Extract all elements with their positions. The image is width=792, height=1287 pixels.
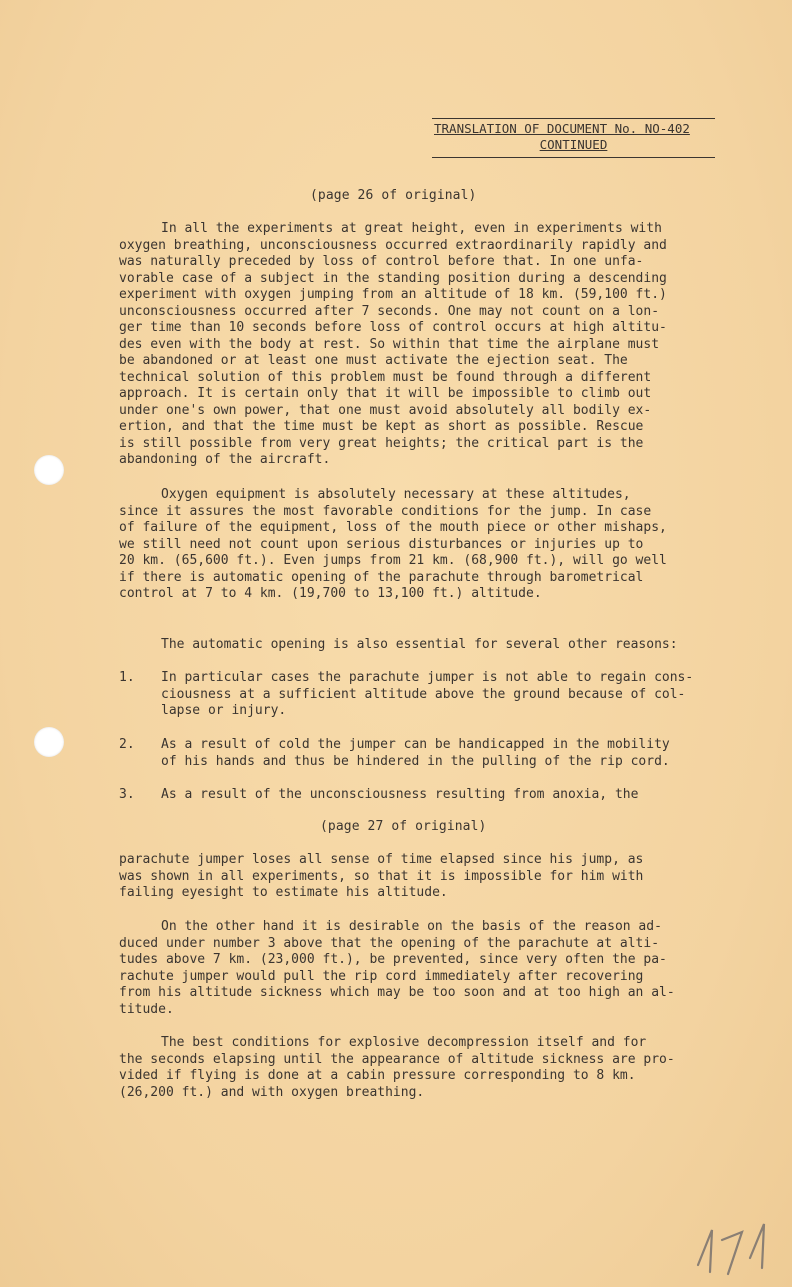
punch-hole <box>34 727 64 757</box>
paragraph: On the other hand it is desirable on the basis of the reason ad- duced under number 3 above that the opening of the parachute at alti- tudes above 7 km. (23,000 ft.), be prevented, since very often the pa- rachute jumper would pull the rip cord immediately after recovering from his altitude sickness which may be too soon and at too high an al- titude. <box>119 919 675 1017</box>
list-item-number: 1. <box>119 670 135 685</box>
paragraph: In all the experiments at great height, even in experiments with oxygen breathing, unconsciousness occurred extraordinarily rapidly and was naturally preceded by loss of control before that. In one unfa- vorable case of a subject in the standing position during a descending experiment with oxygen jumping from an altitude of 18 km. (59,100 ft.) unconsciousness occurred after 7 seconds. One may not count on a lon- ger time than 10 seconds before loss of control occurs at high altitu- des even with the body at rest. So within that time the airplane must be abandoned or at least one must activate the ejection seat. The technical solution of this problem must be found through a different approach. It is certain only that it will be impossible to climb out under one's own power, that one must avoid absolutely all bodily ex- ertion, and that the time must be kept as short as possible. Rescue is still possible from very great heights; the critical part is the abandoning of the aircraft. <box>119 221 667 467</box>
punch-hole <box>34 455 64 485</box>
document-header <box>432 118 715 158</box>
header-title: TRANSLATION OF DOCUMENT No. NO-402 <box>434 121 690 136</box>
list-item-text: In particular cases the parachute jumper is not able to regain cons- ciousness at a sufficient altitude above the ground because of col- lapse or injury. <box>161 670 694 718</box>
list-item-text: As a result of cold the jumper can be handicapped in the mobility of his hands and thus be hindered in the pulling of the rip cord. <box>161 737 670 769</box>
paragraph: The automatic opening is also essential for several other reasons: <box>161 637 678 652</box>
list-item-number: 2. <box>119 737 135 752</box>
page-note: (page 27 of original) <box>320 819 487 834</box>
header-subtitle: CONTINUED <box>539 137 608 152</box>
list-item-text: As a result of the unconsciousness resulting from anoxia, the <box>161 787 639 802</box>
paragraph: The best conditions for explosive decompression itself and for the seconds elapsing until the appearance of altitude sickness are pro- vided if flying is done at a cabin pressure corresponding to 8 km. (26,200 ft.) and with oxygen breathing. <box>119 1035 675 1100</box>
handwritten-page-number <box>690 1210 780 1280</box>
page-note: (page 26 of original) <box>310 188 477 203</box>
paragraph: Oxygen equipment is absolutely necessary at these altitudes, since it assures the most favorable conditions for the jump. In case of failure of the equipment, loss of the mouth piece or other mishaps, we still need not count upon serious disturbances or injuries up to 20 km. (65,600 ft.). Even jumps from 21 km. (68,900 ft.), will go well if there is automatic opening of the parachute through barometrical control at 7 to 4 km. (19,700 to 13,100 ft.) altitude. <box>119 487 667 601</box>
paragraph: parachute jumper loses all sense of time elapsed since his jump, as was shown in all experiments, so that it is impossible for him with failing eyesight to estimate his altitude. <box>119 852 644 900</box>
list-item-number: 3. <box>119 787 135 802</box>
